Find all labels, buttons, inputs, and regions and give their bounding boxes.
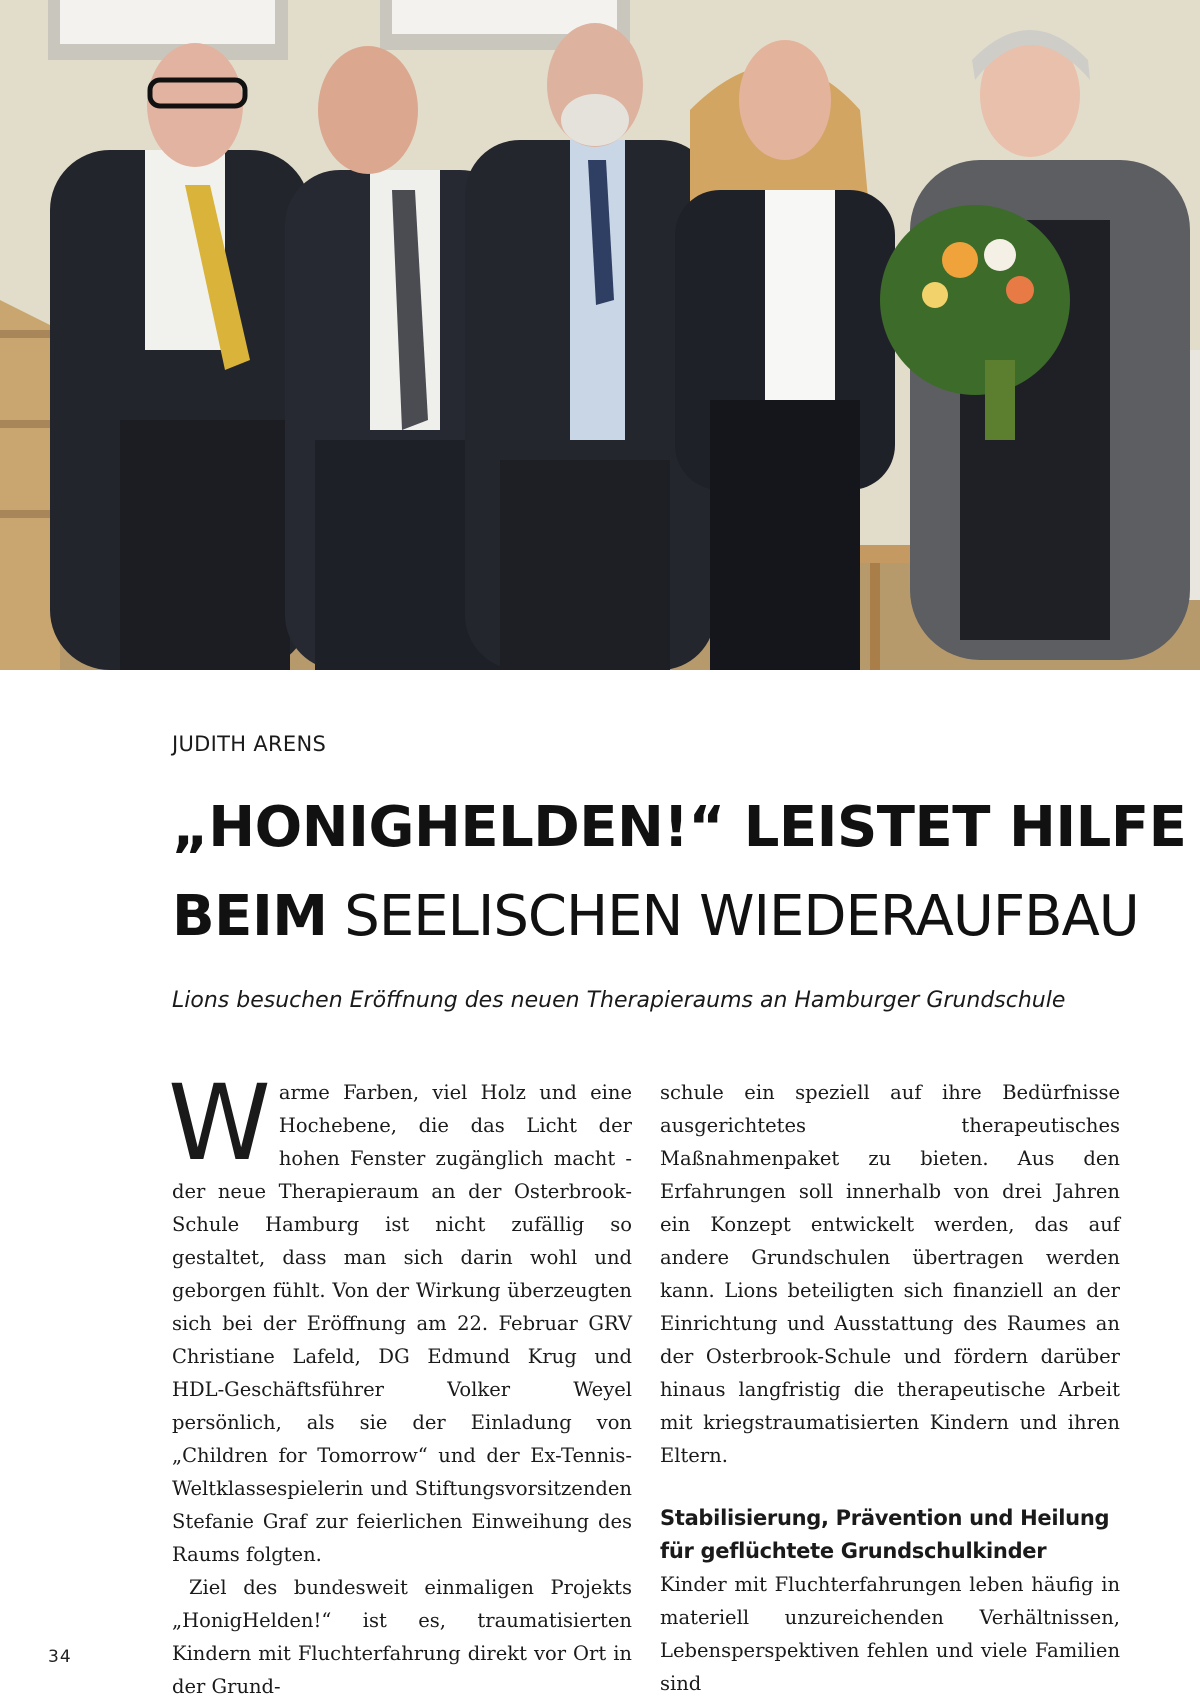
group-photo	[0, 0, 1200, 670]
paragraph-3: schule ein speziell auf ihre Bedürfnisse ausgerichtetes therapeutisches Maßnahmenpaket zu bieten. Aus den Erfahrungen soll innerhalb von drei Jahren ein Konzept entwickelt werden, das auf andere Grundschulen übertragen werden kann. Lions beteiligten sich finanziell an der Einrichtung und Ausstattung des Raumes an der Osterbrook-Schule und fördern darüber hinaus langfristig die therapeutische Arbeit mit kriegstraumatisierten Kindern und ihren Eltern.	[660, 1081, 1120, 1467]
article-headline	[172, 783, 1187, 961]
headline-line-2-bold: BEIM	[172, 884, 328, 949]
article-column-right	[660, 1076, 1120, 1696]
paragraph-4: Kinder mit Fluchterfahrungen leben häufig in materiell unzureichenden Verhältnissen, Lebensperspektiven fehlen und viele Familien sind	[660, 1573, 1120, 1695]
group-photo-icon	[0, 0, 1200, 670]
article-subtitle: Lions besuchen Eröffnung des neuen Therapieraums an Hamburger Grundschule	[172, 988, 1066, 1013]
paragraph-1-text: arme Farben, viel Holz und eine Hochebene, die das Licht der hohen Fenster zugänglich macht - der neue Therapieraum an der Osterbrook-Schule Hamburg ist nicht zufällig so gestaltet, dass man sich darin wohl und geborgen fühlt. Von der Wirkung überzeugten sich bei der Eröffnung am 22. Februar GRV Christiane Lafeld, DG Edmund Krug und HDL-Geschäftsführer Volker Weyel persönlich, als sie der Einladung von „Children for Tomorrow“ und der Ex-Tennis-Weltklassespielerin und Stiftungsvorsitzenden Stefanie Graf zur feierlichen Einweihung des Raums folgten.	[172, 1081, 632, 1566]
headline-line-1: „HONIGHELDEN!“ LEISTET HILFE	[172, 795, 1187, 860]
headline-line-2-light: SEELISCHEN WIEDERAUFBAU	[327, 884, 1139, 949]
article-column-left	[168, 1062, 632, 1696]
author-name: JUDITH ARENS	[172, 732, 327, 756]
headline-line-2	[172, 872, 1139, 961]
paragraph-1	[168, 1062, 632, 1571]
section-heading: Stabilisierung, Prävention und Heilung für geflüchtete Grundschulkinder	[660, 1506, 1110, 1563]
drop-cap: W	[168, 1062, 271, 1184]
page-number: 34	[48, 1647, 72, 1667]
paragraph-2: Ziel des bundesweit einmaligen Projekts „HonigHelden!“ ist es, traumatisierten Kindern mit Fluchterfahrung direkt vor Ort in der Grund-	[172, 1576, 632, 1696]
